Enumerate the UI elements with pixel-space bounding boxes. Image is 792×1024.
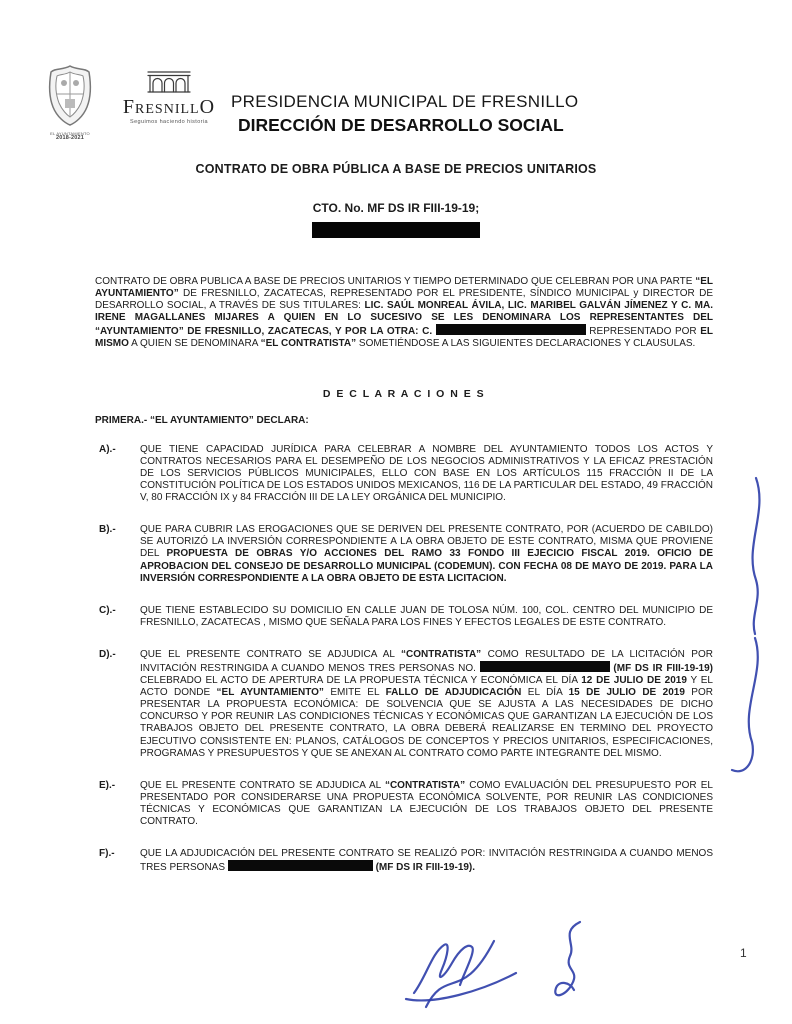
clause-d (95, 649, 713, 760)
clause-e (95, 780, 713, 828)
clause-label: B).- (99, 524, 116, 536)
clause-label: F).- (99, 848, 115, 860)
contract-number: CTO. No. MF DS IR FIII-19-19; (312, 201, 480, 215)
signature-stroke (398, 933, 523, 1011)
document-title: CONTRATO DE OBRA PÚBLICA A BASE DE PRECIOS UNITARIOS (195, 162, 597, 176)
clause-body: QUE TIENE ESTABLECIDO SU DOMICILIO EN CALLE JUAN DE TOLOSA NÚM. 100, COL. CENTRO DEL MUNICIPIO DE FRESNILLO, ZACATECAS , MISMO QUE SEÑALA PARA LOS FINES Y EFECTOS LEGALES DE ESTE CONTRATO. (140, 604, 713, 628)
signature-stroke-2 (536, 918, 604, 1006)
clause-label: A).- (99, 443, 116, 455)
crest-caption-years: 2018-2021 (55, 135, 85, 141)
clause-c (95, 605, 713, 629)
clause-b (95, 524, 713, 584)
org-subtitle: DIRECCIÓN DE DESARROLLO SOCIAL (238, 115, 564, 135)
intro-paragraph: CONTRATO DE OBRA PUBLICA A BASE DE PRECIOS UNITARIOS Y TIEMPO DETERMINADO QUE CELEBRAN POR UNA PARTE “EL AYUNTAMIENTO” DE FRESNILLO, ZACATECAS, REPRESENTADO POR EL PRESIDENTE, SÍNDICO MUNICIPAL y DIRECTOR DE DESARROLLO SOCIAL, A TRAVÉS DE SUS TITULARES: LIC. SAÚL MONREAL ÁVILA, LIC. MARIBEL GALVÁN JÍMENEZ Y C. MA. IRENE MAGALLANES MIJARES A QUIEN EN LO SUCESIVO SE LES DENOMINARA LOS REPRESENTANTES DEL “AYUNTAMIENTO” DE FRESNILLO, ZACATECAS, Y POR LA OTRA: C. REPRESENTADO POR EL MISMO A QUIEN SE DENOMINARA “EL CONTRATISTA” SOMETIÉNDOSE A LAS SIGUIENTES DECLARACIONES Y CLAUSULAS. (95, 276, 713, 350)
clause-f (95, 848, 713, 874)
clause-body: QUE PARA CUBRIR LAS EROGACIONES QUE SE DERIVEN DEL PRESENTE CONTRATO, POR (ACUERDO DE CABILDO) SE AUTORIZÓ LA INVERSIÓN CORRESPONDIENTE A LA OBRA OBJETO DE ESTE CONTRATO, MISMA QUE PROVIENE DEL PROPUESTA DE OBRAS Y/O ACCIONES DEL RAMO 33 FONDO III EJECICIO FISCAL 2019. OFICIO DE APROBACION DEL CONSEJO DE DESARROLLO MUNICIPAL (CODEMUN). CON FECHA 08 DE MAYO DE 2019. PARA LA INVERSIÓN CORRESPONDIENTE A LA OBRA OBJETO DE ESTA LICITACION. (140, 524, 713, 584)
municipal-coat-of-arms (44, 64, 96, 141)
redaction-bar (480, 661, 610, 672)
primera-declaration: PRIMERA.- “EL AYUNTAMIENTO” DECLARA: (95, 414, 309, 426)
logo-tagline: Seguimos haciendo historia (130, 119, 208, 125)
clause-body: QUE EL PRESENTE CONTRATO SE ADJUDICA AL “CONTRATISTA” COMO RESULTADO DE LA LICITACIÓN POR INVITACIÓN RESTRINGIDA A CUANDO MENOS TRES PERSONAS NO. (MF DS IR FIII-19-19) CELEBRADO EL ACTO DE APERTURA DE LA PROPUESTA TÉCNICA Y ECONÓMICA EL DÍA 12 DE JULIO DE 2019 Y EL ACTO DONDE “EL AYUNTAMIENTO” EMITE EL FALLO DE ADJUDICACIÓN EL DÍA 15 DE JULIO DE 2019 POR PRESENTAR LA PROPUESTA ECONÓMICA: DE SOLVENCIA QUE SE AJUSTA A LAS NECESIDADES DE DICHO CONCURSO Y POR REUNIR LAS CONDICIONES TÉCNICAS Y ECONÓMICAS QUE GARANTIZAN LA EJECUCIÓN DE LOS TRABAJOS OBJETO DEL PRESENTE CONTRATO, LA OBRA DEBERÁ REALIZARSE EN TERMINO DEL PROYECTO EJECUTIVO CONSISTENTE EN: PLANOS, CATÁLOGOS DE CONCEPTOS Y PRECIOS UNITARIOS, ESPECIFICACIONES, PROGRAMAS Y PRESUPUESTOS Y QUE SE ANEXAN AL CONTRATO COMO PARTE INTEGRANTE DEL MISMO. (140, 648, 713, 759)
crest-caption-line1: EL AYUNTAMIENTO (50, 131, 90, 136)
fresnillo-logo (108, 68, 230, 125)
coat-of-arms-icon (46, 64, 94, 126)
fresnillo-wordmark: FresnillO (122, 96, 216, 118)
redaction-bar (312, 222, 480, 238)
clause-body: QUE LA ADJUDICACIÓN DEL PRESENTE CONTRATO SE REALIZÓ POR: INVITACIÓN RESTRINGIDA A CUANDO MENOS TRES PERSONAS (MF DS IR FIII-19-19). (140, 848, 713, 874)
clause-label: C).- (99, 604, 116, 616)
clause-a (95, 444, 713, 504)
redaction-bar (436, 324, 586, 335)
office-titles (231, 92, 578, 136)
document-body (95, 276, 713, 894)
clause-body: QUE TIENE CAPACIDAD JURÍDICA PARA CELEBRAR A NOMBRE DEL AYUNTAMIENTO TODOS LOS ACTOS Y CONTRATOS NECESARIOS PARA EL DESEMPEÑO DE LOS NEGOCIOS ADMINISTRATIVOS Y LA EFICAZ PRESTACIÓN DE LOS SERVICIOS PÚBLICOS MUNICIPALES, ELLO CON BASE EN LOS ARTÍCULOS 115 FRACCIÓN II DE LA CONSTITUCIÓN POLÍTICA DE LOS ESTADOS UNIDOS MEXICANOS, 116 DE LA PARTICULAR DEL ESTADO, 49 FRACCIÓN V, 80 FRACCIÓN IX y 84 FRACCIÓN III DE LA LEY ORGÁNICA DEL MUNICIPIO. (140, 443, 713, 504)
clause-body: QUE EL PRESENTE CONTRATO SE ADJUDICA AL “CONTRATISTA” COMO EVALUACIÓN DEL PRESUPUESTO POR EL PRESENTADO POR CONSIDERARSE UNA PROPUESTA ECONÓMICA SOLVENTE, POR REUNIR LAS CONDICIONES TÉCNICAS Y ECONÓMICAS QUE GARANTIZAN LA EJECUCIÓN DE LOS TRABAJOS OBJETO DEL PRESENTE CONTRATO. (140, 779, 713, 827)
clause-label: D).- (99, 648, 116, 660)
page-number: 1 (740, 946, 747, 960)
redaction-bar (228, 860, 373, 871)
declaraciones-heading: D E C L A R A C I O N E S (322, 387, 486, 400)
clause-label: E).- (99, 779, 116, 791)
pen-stroke-right-margin (722, 476, 786, 800)
org-title: PRESIDENCIA MUNICIPAL DE FRESNILLO (231, 92, 579, 111)
building-icon (146, 68, 192, 96)
